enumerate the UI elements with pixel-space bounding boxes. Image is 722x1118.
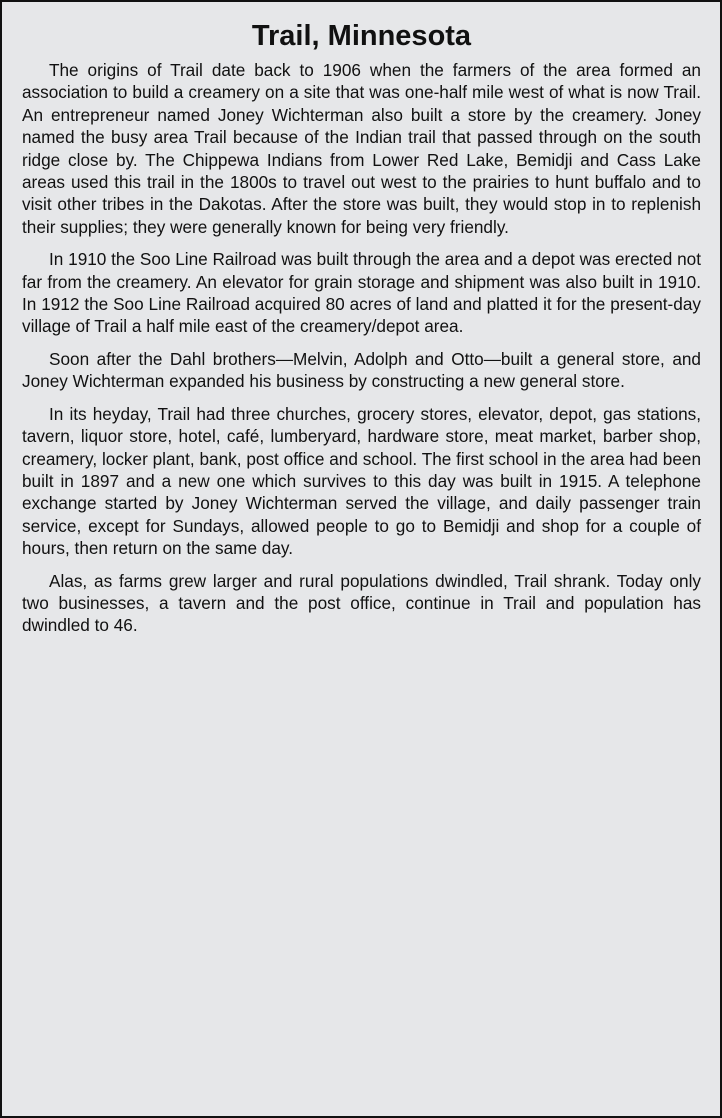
paragraph: Alas, as farms grew larger and rural populations dwindled, Trail shrank. Today only two businesses, a tavern and the post office, continue in Trail and population has dwindled to 46. bbox=[22, 570, 701, 636]
page-title: Trail, Minnesota bbox=[251, 20, 472, 52]
paragraph: In 1910 the Soo Line Railroad was built through the area and a depot was erected not far from the creamery. An elevator for grain storage and shipment was also built in 1910. In 1912 the Soo Line Railroad acquired 80 acres of land and platted it for the present-day village of Trail a half mile east of the creamery/depot area. bbox=[22, 249, 701, 337]
paragraph: The origins of Trail date back to 1906 when the farmers of the area formed an association to build a creamery on a site that was one-half mile west of what is now Trail. An entrepreneur named Joney Wichterman also built a store by the creamery. Joney named the busy area Trail because of the Indian trail that passed through on the south ridge close by. The Chippewa Indians from Lower Red Lake, Bemidji and Cass Lake areas used this trail in the 1800s to travel out west to the prairies to hunt buffalo and to visit other tribes in the Dakotas. After the store was built, they would stop in to replenish their supplies; they were generally known for being very friendly. bbox=[22, 60, 701, 237]
paragraph: Soon after the Dahl brothers—Melvin, Adolph and Otto—built a general store, and Joney Wichterman expanded his business by constructing a new general store. bbox=[22, 348, 701, 392]
paragraph: In its heyday, Trail had three churches, grocery stores, elevator, depot, gas stations, tavern, liquor store, hotel, café, lumberyard, hardware store, meat market, barber shop, creamery, locker plant, bank, post office and school. The first school in the area had been built in 1897 and a new one which survives to this day was built in 1915. A telephone exchange started by Joney Wichterman served the village, and daily passenger train service, except for Sundays, allowed people to go to Bemidji and shop for a couple of hours, then return on the same day. bbox=[22, 403, 701, 559]
